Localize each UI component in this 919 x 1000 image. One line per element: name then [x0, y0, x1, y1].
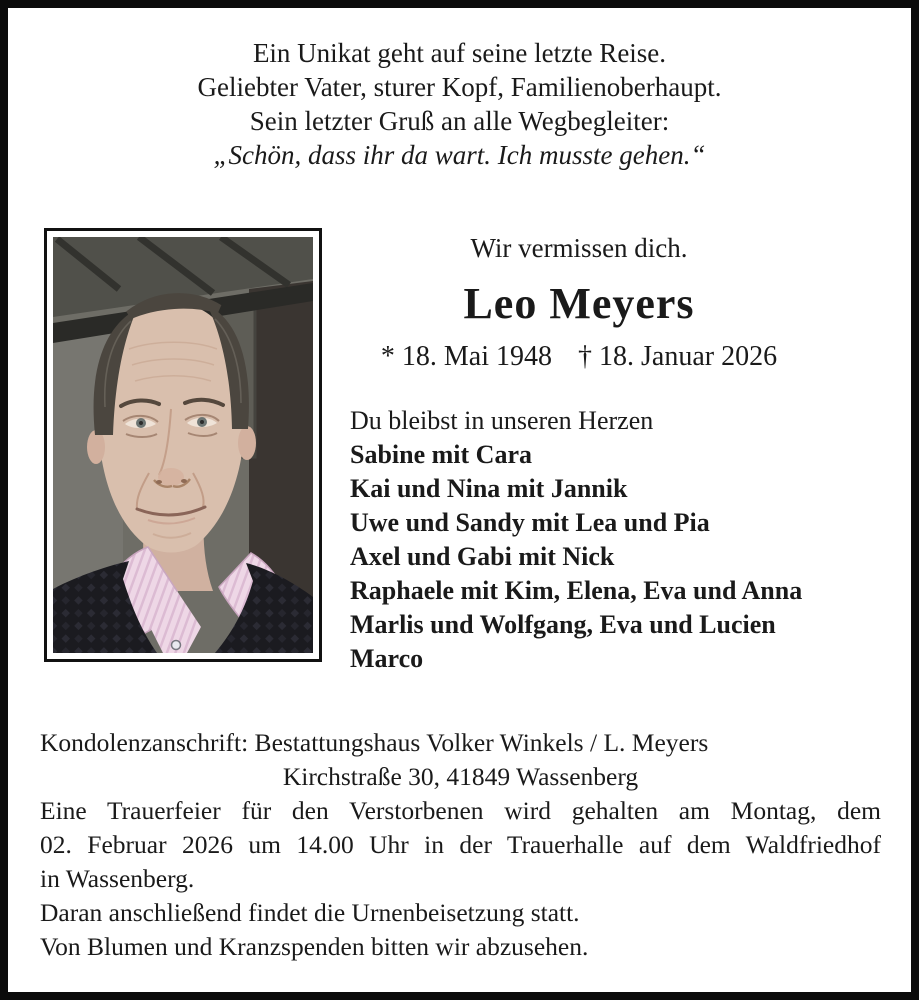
- flowers-line: Von Blumen und Kranzspenden bitten wir abzusehen.: [40, 932, 589, 961]
- family-line: Marlis und Wolfgang, Eva und Lucien: [350, 610, 776, 639]
- portrait-photo: [53, 237, 313, 653]
- remembrance-line: Du bleibst in unseren Herzen: [350, 406, 654, 435]
- family-line: Axel und Gabi mit Nick: [350, 542, 615, 571]
- life-dates: [350, 340, 808, 374]
- verse-line: Sein letzter Gruß an alle Wegbegleiter:: [249, 106, 670, 136]
- farewell-quote: „Schön, dass ihr da wart. Ich musste gehen.“: [213, 140, 706, 170]
- memorial-column: [350, 228, 808, 676]
- missing-line: Wir vermissen dich.: [470, 233, 688, 263]
- service-info-line3: in Wassenberg.: [40, 864, 195, 893]
- verse-line: Ein Unikat geht auf seine letzte Reise.: [252, 38, 667, 68]
- family-line: Kai und Nina mit Jannik: [350, 474, 628, 503]
- family-line: Marco: [350, 644, 424, 673]
- funeral-details: [40, 726, 881, 964]
- service-info-line1: Eine Trauerfeier für den Verstorbenen wird gehalten am Montag, dem: [40, 796, 881, 825]
- family-line: Sabine mit Cara: [350, 440, 532, 469]
- birth-date: * 18. Mai 1948: [380, 341, 553, 372]
- urn-burial-line: Daran anschließend findet die Urnenbeisetzung statt.: [40, 898, 580, 927]
- portrait-photo-frame: [44, 228, 322, 662]
- verse-line: Geliebter Vater, sturer Kopf, Familienoberhaupt.: [197, 72, 722, 102]
- service-info-line2: 02. Februar 2026 um 14.00 Uhr in der Trauerhalle auf dem Waldfriedhof: [40, 830, 881, 859]
- family-line: Uwe und Sandy mit Lea und Pia: [350, 508, 710, 537]
- deceased-name: Leo Meyers: [463, 279, 695, 328]
- death-date: † 18. Januar 2026: [578, 341, 778, 372]
- condolence-address-line1: Kondolenzanschrift: Bestattungshaus Volker Winkels / L. Meyers: [40, 728, 709, 757]
- condolence-address-line2: Kirchstraße 30, 41849 Wassenberg: [282, 762, 639, 791]
- family-line: Raphaele mit Kim, Elena, Eva und Anna: [350, 576, 803, 605]
- header-verses: [8, 36, 911, 172]
